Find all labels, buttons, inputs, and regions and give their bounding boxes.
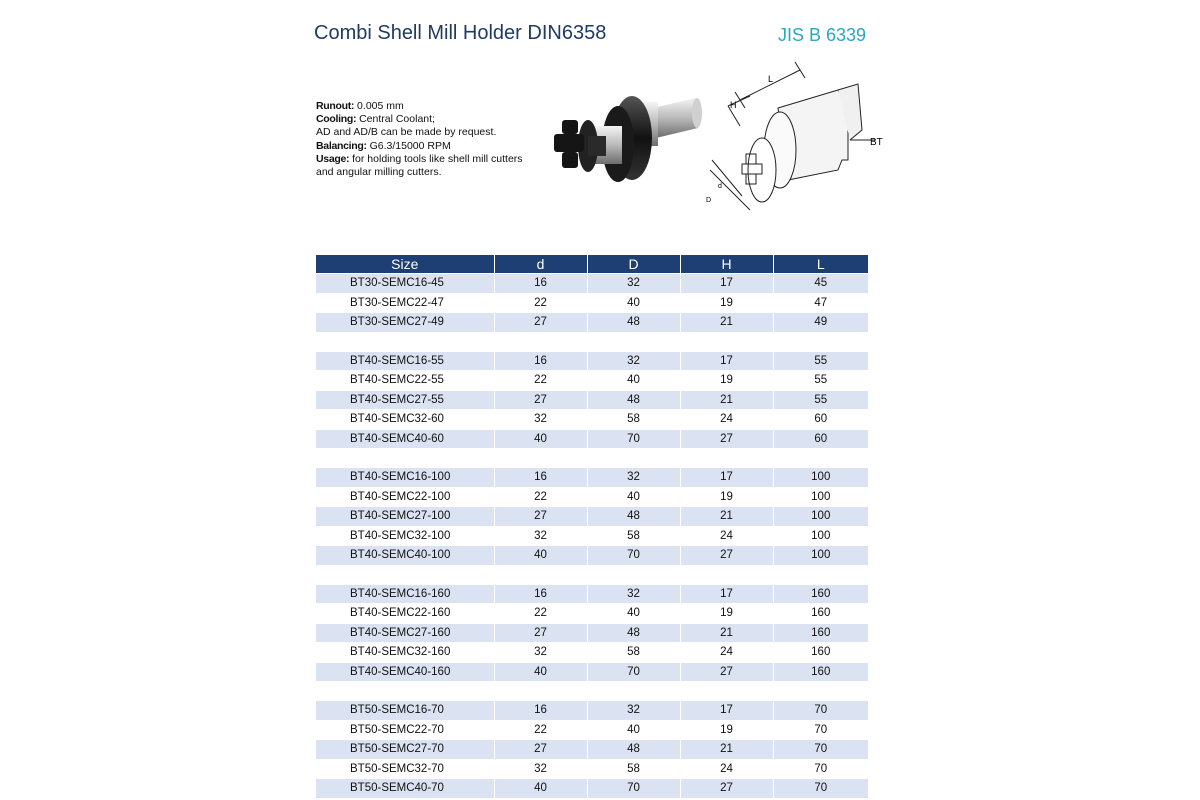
cell-h: 17 [680,351,773,371]
cell-h: 17 [680,468,773,488]
cell-d: 40 [494,662,587,682]
cooling-label: Cooling: [316,113,357,126]
cell-l: 160 [773,662,868,682]
cell-size: BT40-SEMC32-100 [316,526,494,546]
cell-D: 40 [587,371,680,391]
dim-label-d: d [718,183,722,190]
table-row [316,759,868,779]
table-row [316,623,868,643]
group-spacer [316,332,868,351]
table-row [316,390,868,410]
table-row [316,274,868,294]
cell-l: 160 [773,623,868,643]
group-spacer [316,565,868,584]
cell-d: 22 [494,293,587,313]
cell-l: 160 [773,604,868,624]
cell-D: 58 [587,410,680,430]
column-header-size: Size [316,255,494,274]
column-header-l: L [773,255,868,274]
table-row [316,526,868,546]
table-row [316,313,868,333]
standard-label: JIS B 6339 [778,25,867,45]
cell-size: BT40-SEMC27-55 [316,390,494,410]
cell-l: 55 [773,351,868,371]
cell-h: 21 [680,313,773,333]
cell-D: 70 [587,429,680,449]
cell-D: 40 [587,487,680,507]
usage-line [316,153,531,179]
cell-size: BT50-SEMC40-70 [316,779,494,798]
cell-l: 70 [773,779,868,798]
cell-d: 22 [494,604,587,624]
balancing-label: Balancing: [316,139,367,152]
cell-h: 19 [680,293,773,313]
cell-size: BT40-SEMC22-55 [316,371,494,391]
cooling-value: Central Coolant; [356,113,435,126]
spacer-cell [316,682,868,701]
cell-d: 22 [494,371,587,391]
cell-size: BT40-SEMC16-55 [316,351,494,371]
cell-D: 48 [587,623,680,643]
cell-h: 24 [680,643,773,663]
cell-D: 70 [587,546,680,566]
cell-D: 32 [587,274,680,294]
cell-d: 27 [494,390,587,410]
table-row [316,487,868,507]
spacer-cell [316,449,868,468]
dim-label-l: L [768,74,774,84]
table-body [316,274,868,798]
table-row [316,662,868,682]
cell-l: 60 [773,410,868,430]
dim-label-h: H [730,100,737,110]
dim-label-bt: BT [870,137,883,148]
cell-size: BT50-SEMC22-70 [316,720,494,740]
cell-D: 32 [587,468,680,488]
cell-D: 40 [587,720,680,740]
cell-D: 32 [587,701,680,721]
cell-l: 70 [773,701,868,721]
cell-h: 17 [680,701,773,721]
product-photo [548,86,708,216]
table-row [316,293,868,313]
table-row [316,701,868,721]
cell-d: 32 [494,759,587,779]
usage-value: for holding tools like shell mill cutters and angular milling cutters. [316,152,523,179]
cell-size: BT40-SEMC16-100 [316,468,494,488]
cell-D: 32 [587,584,680,604]
cell-l: 100 [773,487,868,507]
cell-D: 32 [587,351,680,371]
cell-size: BT40-SEMC32-60 [316,410,494,430]
cell-d: 27 [494,507,587,527]
cell-size: BT40-SEMC22-100 [316,487,494,507]
column-header-D: D [587,255,680,274]
cell-D: 58 [587,759,680,779]
cell-size: BT30-SEMC16-45 [316,274,494,294]
cell-l: 49 [773,313,868,333]
cell-d: 40 [494,779,587,798]
table-row [316,429,868,449]
cell-d: 32 [494,526,587,546]
cell-l: 70 [773,740,868,760]
cell-h: 27 [680,779,773,798]
cell-D: 48 [587,390,680,410]
runout-line [316,100,531,113]
usage-label: Usage: [316,152,350,165]
cell-D: 40 [587,604,680,624]
table-row [316,410,868,430]
cell-d: 27 [494,740,587,760]
cell-d: 27 [494,623,587,643]
dimensions-table [316,255,868,798]
dim-label-D: D [706,197,712,204]
cell-d: 22 [494,720,587,740]
cell-l: 60 [773,429,868,449]
cell-l: 47 [773,293,868,313]
cell-d: 22 [494,487,587,507]
runout-label: Runout: [316,100,355,112]
cell-d: 27 [494,313,587,333]
cell-size: BT40-SEMC27-160 [316,623,494,643]
cell-l: 45 [773,274,868,294]
cell-h: 27 [680,662,773,682]
cell-size: BT40-SEMC40-60 [316,429,494,449]
table-header-row [316,255,868,274]
table-row [316,604,868,624]
technical-drawing [700,60,900,220]
table-row [316,584,868,604]
cell-l: 160 [773,643,868,663]
cell-h: 24 [680,759,773,779]
cell-h: 19 [680,371,773,391]
cell-D: 70 [587,779,680,798]
cell-size: BT50-SEMC16-70 [316,701,494,721]
cooling-line [316,113,531,126]
cell-size: BT40-SEMC40-100 [316,546,494,566]
page-title: Combi Shell Mill Holder DIN6358 [314,22,607,44]
cell-size: BT50-SEMC32-70 [316,759,494,779]
spacer-cell [316,565,868,584]
cell-D: 58 [587,526,680,546]
table-row [316,351,868,371]
cell-d: 16 [494,351,587,371]
cell-h: 21 [680,623,773,643]
cell-l: 100 [773,546,868,566]
cell-d: 32 [494,643,587,663]
group-spacer [316,449,868,468]
cell-d: 40 [494,429,587,449]
cell-l: 70 [773,720,868,740]
group-spacer [316,682,868,701]
balancing-value: G6.3/15000 RPM [366,139,451,152]
cell-h: 24 [680,526,773,546]
balancing-line [316,140,531,153]
cooling-note: AD and AD/B can be made by request. [316,126,497,139]
cell-l: 160 [773,584,868,604]
runout-value: 0.005 mm [354,100,404,112]
cell-size: BT40-SEMC27-100 [316,507,494,527]
cell-D: 48 [587,507,680,527]
cell-h: 17 [680,274,773,294]
cell-size: BT40-SEMC22-160 [316,604,494,624]
cell-l: 55 [773,371,868,391]
cell-l: 100 [773,507,868,527]
cell-h: 21 [680,507,773,527]
cell-d: 40 [494,546,587,566]
cell-d: 32 [494,410,587,430]
cell-l: 55 [773,390,868,410]
cell-D: 70 [587,662,680,682]
cell-D: 58 [587,643,680,663]
cell-size: BT30-SEMC22-47 [316,293,494,313]
table-row [316,546,868,566]
cell-l: 100 [773,526,868,546]
table-row [316,468,868,488]
cell-l: 70 [773,759,868,779]
cell-D: 48 [587,313,680,333]
cell-h: 17 [680,584,773,604]
cell-h: 21 [680,390,773,410]
cell-h: 24 [680,410,773,430]
table-row [316,740,868,760]
cell-D: 40 [587,293,680,313]
cell-d: 16 [494,701,587,721]
cell-d: 16 [494,584,587,604]
cell-d: 16 [494,468,587,488]
cell-h: 19 [680,720,773,740]
cell-size: BT40-SEMC16-160 [316,584,494,604]
table-row [316,507,868,527]
cell-d: 16 [494,274,587,294]
cell-h: 27 [680,546,773,566]
table-row [316,779,868,798]
spacer-cell [316,332,868,351]
cell-h: 19 [680,604,773,624]
cell-l: 100 [773,468,868,488]
cell-h: 19 [680,487,773,507]
table-row [316,371,868,391]
cell-D: 48 [587,740,680,760]
cell-size: BT40-SEMC32-160 [316,643,494,663]
column-header-d: d [494,255,587,274]
column-header-h: H [680,255,773,274]
cell-h: 21 [680,740,773,760]
table-row [316,643,868,663]
cell-size: BT30-SEMC27-49 [316,313,494,333]
table-row [316,720,868,740]
cell-size: BT40-SEMC40-160 [316,662,494,682]
cell-size: BT50-SEMC27-70 [316,740,494,760]
cell-h: 27 [680,429,773,449]
specs-block [316,100,531,179]
